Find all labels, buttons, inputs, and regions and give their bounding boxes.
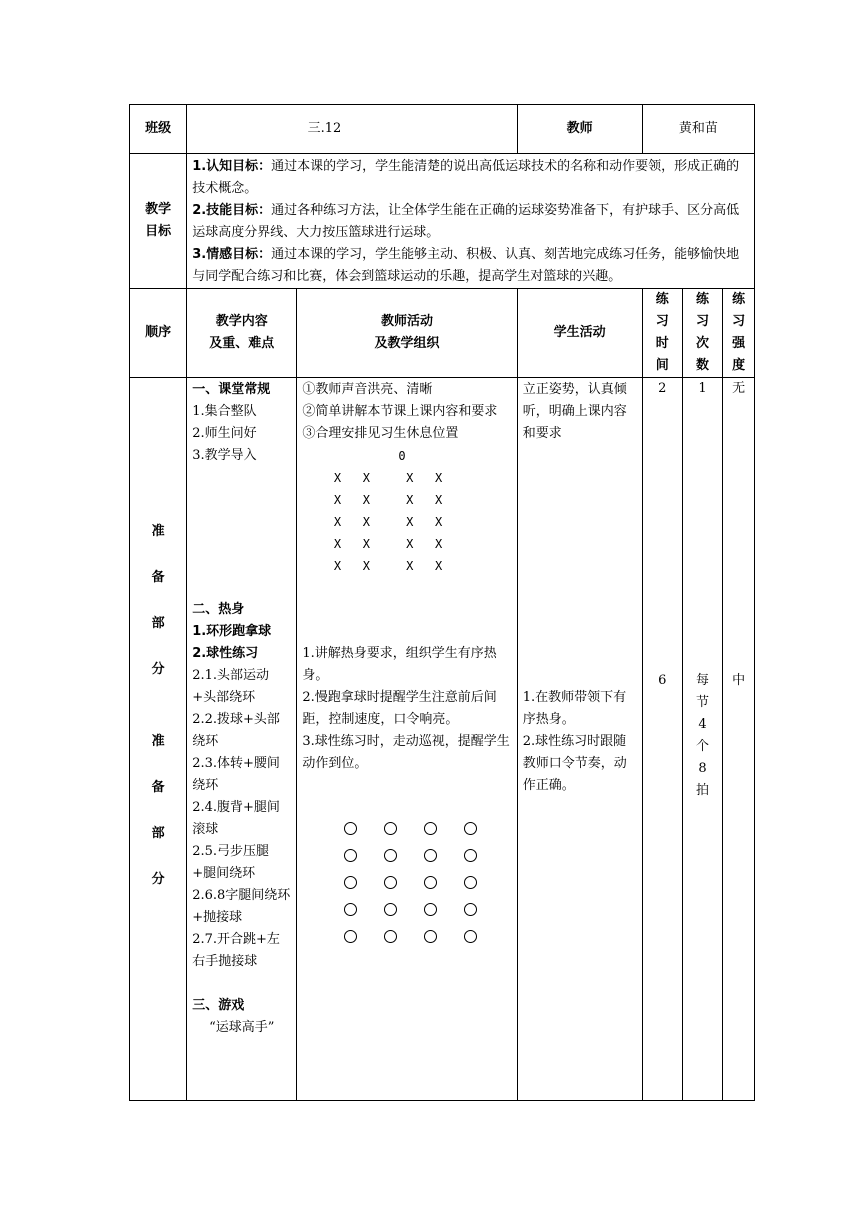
student-circle-icon (384, 903, 397, 916)
objectives-label (130, 154, 187, 289)
time-value-1: 2 (658, 381, 667, 396)
section-2-sub2: 2.球性练习 (192, 646, 259, 661)
student-step: 立正姿势，认真倾听，明确上课内容和要求 (522, 382, 627, 441)
column-header-row (130, 289, 755, 378)
col-content: 教学内容 及重、难点 (187, 289, 297, 378)
section-1-title: 一、课堂常规 (192, 382, 271, 397)
student-circle-icon (384, 876, 397, 889)
col-order: 顺序 (130, 289, 187, 378)
list-item: 2.3.体转+腰间绕环 (192, 756, 280, 793)
teacher-step: 2.慢跑拿球时提醒学生注意前后间距，控制速度，口令响亮。 (302, 690, 497, 727)
teacher-step: ①教师声音洪亮、清晰 (302, 382, 433, 397)
student-circle-icon (424, 822, 437, 835)
student-step: 1.在教师带领下有序热身。 (522, 690, 627, 727)
teacher-step: 1.讲解热身要求，组织学生有序热身。 (302, 646, 497, 683)
count-value-1: 1 (698, 381, 707, 396)
formation-teacher-mark: 0 (398, 449, 406, 463)
student-circle-icon (464, 903, 477, 916)
game-name: “运球高手” (209, 1020, 275, 1035)
student-circle-icon (384, 930, 397, 943)
student-circle-icon (344, 930, 357, 943)
list-item: 2.5.弓步压腿+腿间绕环 (192, 844, 269, 881)
student-circle-icon (464, 930, 477, 943)
student-circle-icon (344, 822, 357, 835)
circle-row (330, 815, 490, 842)
class-value: 三.12 (187, 105, 518, 154)
list-item: 2.1.头部运动+头部绕环 (192, 668, 269, 705)
student-circle-icon (344, 876, 357, 889)
col-time: 练 习 时 间 (642, 289, 682, 378)
circle-row (330, 923, 490, 950)
student-step: 2.球性练习时跟随教师口令节奏，动作正确。 (522, 734, 627, 793)
circle-row (330, 842, 490, 869)
time-cell (642, 378, 682, 1101)
objectives-row (130, 154, 755, 289)
teacher-step: ②简单讲解本节课上课内容和要求 (302, 404, 498, 419)
col-count: 练 习 次 数 (682, 289, 722, 378)
list-item: 1.集合整队 (192, 404, 257, 419)
formation-row: X X X X (333, 537, 443, 551)
section-3-title: 三、游戏 (192, 998, 245, 1013)
section-2-sub1: 1.环形跑拿球 (192, 624, 272, 639)
col-intensity: 练 习 强 度 (723, 289, 755, 378)
formation-row: X X X X (333, 493, 443, 507)
objectives-content (187, 154, 755, 289)
student-circle-icon (424, 930, 437, 943)
objectives-label-line1: 教学 (145, 202, 172, 217)
student-activity-cell (517, 378, 642, 1101)
count-value-2: 每 节 4 个 8 拍 (696, 673, 710, 798)
list-item: 3.教学导入 (192, 448, 257, 463)
count-cell (682, 378, 722, 1101)
teacher-step: 3.球性练习时，走动巡视，提醒学生动作到位。 (302, 734, 510, 771)
list-item: 2.4.腹背+腿间滚球 (192, 800, 280, 837)
section-label: 准 备 部 分 准 备 部 分 (130, 378, 187, 1101)
objective-item: 3.情感目标：通过本课的学习，学生能够主动、积极、认真、刻苦地完成练习任务，能够愉快地与同学配合练习和比赛，体会到篮球运动的乐趣，提高学生对篮球的兴趣。 (192, 247, 740, 284)
formation-row: X X X X (333, 471, 443, 485)
formation-row: X X X X (333, 559, 443, 573)
objectives-label-line2: 目标 (145, 224, 172, 239)
content-row (130, 378, 755, 1101)
student-circle-icon (344, 849, 357, 862)
list-item: 2.2.拨球+头部绕环 (192, 712, 280, 749)
formation-diagram (302, 445, 511, 577)
col-student: 学生活动 (517, 289, 642, 378)
student-circle-icon (464, 849, 477, 862)
teacher-step: ③合理安排见习生休息位置 (302, 426, 459, 441)
formation-row: X X X X (333, 515, 443, 529)
teacher-activity-cell (297, 378, 517, 1101)
student-circle-icon (384, 822, 397, 835)
col-teacher: 教师活动 及教学组织 (297, 289, 517, 378)
list-item: 2.师生问好 (192, 426, 257, 441)
section-2-title: 二、热身 (192, 602, 245, 617)
intensity-value-2: 中 (732, 673, 746, 688)
student-circle-icon (424, 903, 437, 916)
list-item: 2.7.开合跳+左右手抛接球 (192, 932, 280, 969)
intensity-value-1: 无 (732, 381, 746, 396)
class-label: 班级 (130, 105, 187, 154)
circle-formation-diagram (302, 815, 511, 950)
objective-item: 1.认知目标：通过本课的学习，学生能清楚的说出高低运球技术的名称和动作要领，形成正确的技术概念。 (192, 159, 740, 196)
time-value-2: 6 (658, 673, 667, 688)
circle-row (330, 869, 490, 896)
teacher-value: 黄和苗 (642, 105, 754, 154)
lesson-plan-page (129, 104, 755, 1101)
intensity-cell (723, 378, 755, 1101)
student-circle-icon (424, 849, 437, 862)
student-circle-icon (344, 903, 357, 916)
student-circle-icon (384, 849, 397, 862)
student-circle-icon (424, 876, 437, 889)
student-circle-icon (464, 822, 477, 835)
lesson-plan-table (129, 104, 755, 1101)
circle-row (330, 896, 490, 923)
list-item: 2.6.8字腿间绕环+抛接球 (192, 888, 291, 925)
student-circle-icon (464, 876, 477, 889)
teacher-label: 教师 (517, 105, 642, 154)
objective-item: 2.技能目标：通过各种练习方法，让全体学生能在正确的运球姿势准备下，有护球手、区分高低运球高度分界线、大力按压篮球进行运球。 (192, 203, 740, 240)
header-row (130, 105, 755, 154)
